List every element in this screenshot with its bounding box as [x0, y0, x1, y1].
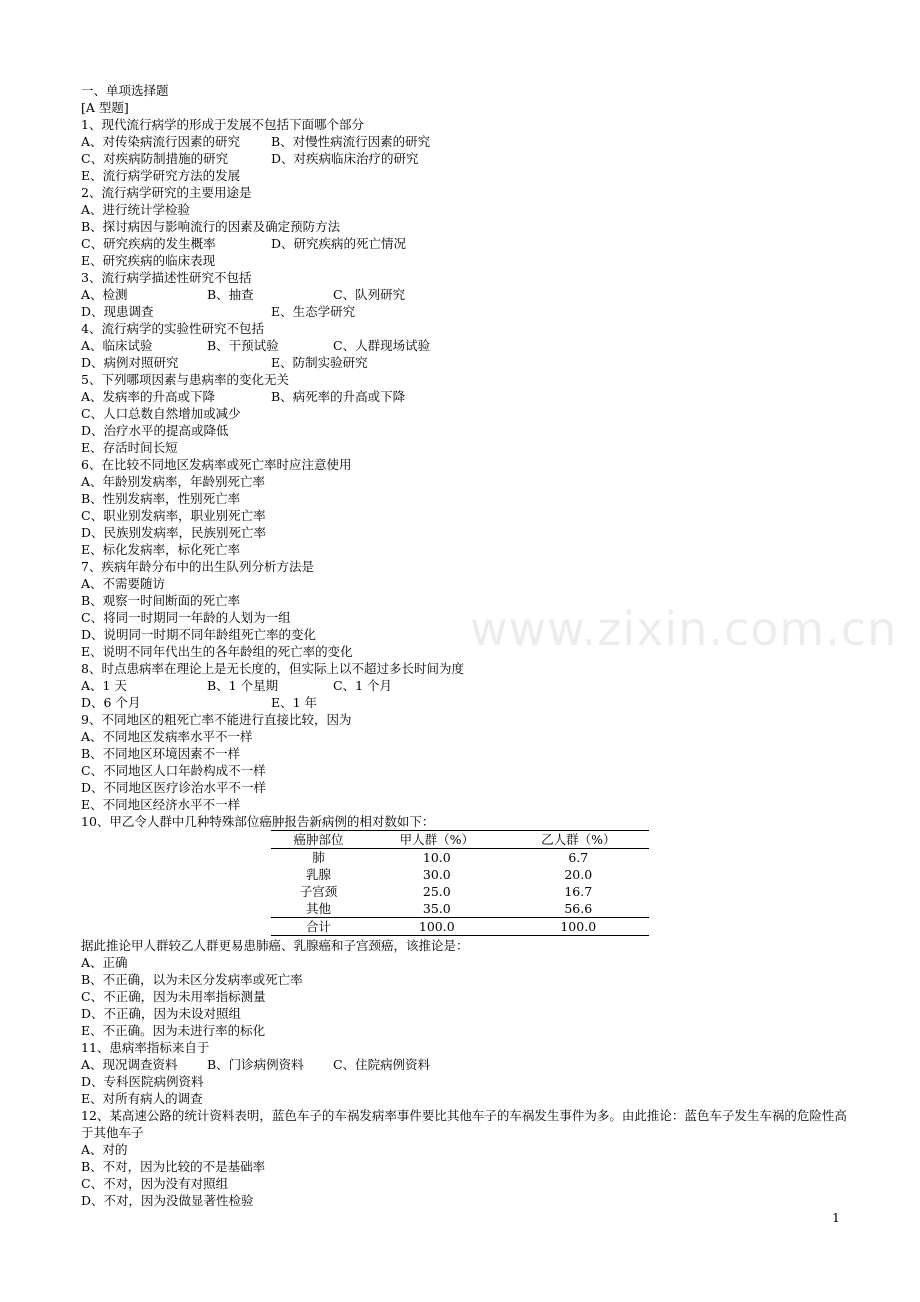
- answer-option: A、对的: [81, 1142, 128, 1157]
- answer-option: B、抽查: [207, 287, 254, 302]
- answer-option: E、对所有病人的调查: [81, 1091, 203, 1106]
- answer-option: C、人群现场试验: [333, 338, 431, 353]
- option-line: [81, 954, 851, 971]
- answer-option: A、不需要随访: [81, 576, 166, 591]
- answer-option: E、标化发病率，标化死亡率: [81, 542, 241, 557]
- answer-option: C、研究疾病的发生概率: [81, 236, 216, 251]
- option-line: [81, 694, 851, 711]
- answer-option: D、6 个月: [81, 695, 141, 710]
- answer-option: D、治疗水平的提高或降低: [81, 423, 229, 438]
- option-line: [81, 796, 851, 813]
- table-cell: 肺: [312, 849, 325, 865]
- answer-option: C、1 个月: [333, 678, 392, 693]
- option-line: [81, 405, 851, 422]
- answer-option: E、防制实验研究: [271, 355, 368, 370]
- option-line: [81, 609, 851, 626]
- option-line: [81, 1158, 851, 1175]
- option-line: [81, 677, 851, 694]
- answer-option: C、将同一时期同一年龄的人划为一组: [81, 610, 291, 625]
- answer-option: C、住院病例资料: [333, 1057, 431, 1072]
- option-line: [81, 592, 851, 609]
- answer-option: D、专科医院病例资料: [81, 1074, 204, 1089]
- question-type-label: [A 型题]: [81, 100, 129, 115]
- option-line: [81, 201, 851, 218]
- question-11-options: [81, 1056, 851, 1107]
- document-page: [81, 82, 851, 1209]
- answer-option: D、不同地区医疗诊治水平不一样: [81, 780, 267, 795]
- answer-option: B、对慢性病流行因素的研究: [271, 134, 431, 149]
- table-row: [271, 849, 649, 867]
- option-line: [81, 490, 851, 507]
- answer-option: B、观察一时间断面的死亡率: [81, 593, 241, 608]
- option-line: [81, 575, 851, 592]
- option-line: [81, 1005, 851, 1022]
- option-line: [81, 541, 851, 558]
- question-stem: 2、流行病学研究的主要用途是: [81, 185, 252, 200]
- option-line: [81, 626, 851, 643]
- table-cell: 35.0: [366, 900, 507, 918]
- option-line: [81, 218, 851, 235]
- option-line: [81, 728, 851, 745]
- answer-option: A、发病率的升高或下降: [81, 389, 216, 404]
- table-cell: 10.0: [422, 849, 451, 865]
- answer-option: A、对传染病流行因素的研究: [81, 134, 241, 149]
- table-cell: 20.0: [564, 866, 593, 882]
- answer-option: E、不同地区经济水平不一样: [81, 797, 241, 812]
- answer-option: E、1 年: [271, 695, 318, 710]
- question-stem: 5、下列哪项因素与患病率的变化无关: [81, 372, 289, 387]
- answer-option: B、探讨病因与影响流行的因素及确定预防方法: [81, 219, 341, 234]
- answer-option: B、干预试验: [207, 338, 279, 353]
- question-12-options: [81, 1141, 851, 1209]
- answer-option: E、不正确。因为未进行率的标化: [81, 1023, 266, 1038]
- table-cell: 100.0: [366, 918, 507, 936]
- question-list: [81, 116, 851, 813]
- answer-option: C、队列研究: [333, 287, 406, 302]
- option-line: [81, 235, 851, 252]
- question-stem: 4、流行病学的实验性研究不包括: [81, 321, 264, 336]
- table-cell: 30.0: [422, 866, 451, 882]
- answer-option: D、说明同一时期不同年龄组死亡率的变化: [81, 627, 317, 642]
- answer-option: B、性别发病率，性别死亡率: [81, 491, 241, 506]
- cancer-site-table: [271, 830, 649, 936]
- table-cell: 合计: [271, 918, 366, 936]
- answer-option: B、不同地区环境因素不一样: [81, 746, 241, 761]
- option-line: [81, 1022, 851, 1039]
- option-line: [81, 337, 851, 354]
- option-line: [81, 643, 851, 660]
- answer-option: B、门诊病例资料: [207, 1057, 304, 1072]
- table-cell: 6.7: [568, 849, 589, 865]
- option-line: [81, 524, 851, 541]
- option-line: [81, 988, 851, 1005]
- table-cell: 25.0: [422, 883, 451, 899]
- answer-option: B、病死率的升高或下降: [271, 389, 406, 404]
- question-stem: 8、时点患病率在理论上是无长度的，但实际上以不超过多长时间为度: [81, 661, 464, 676]
- table-cell: 16.7: [564, 883, 593, 899]
- answer-option: C、人口总数自然增加或减少: [81, 406, 241, 421]
- question-11-stem: 11、患病率指标来自于: [81, 1040, 210, 1055]
- table-header-row: [271, 831, 649, 849]
- table-cell: 100.0: [508, 918, 649, 936]
- option-line: [81, 745, 851, 762]
- option-line: [81, 473, 851, 490]
- watermark: www.zixin.com.cn: [470, 602, 898, 656]
- table-cell: 乳腺: [306, 866, 332, 882]
- question-stem: 3、流行病学描述性研究不包括: [81, 270, 252, 285]
- question-stem: 6、在比较不同地区发病率或死亡率时应注意使用: [81, 457, 352, 472]
- option-line: [81, 286, 851, 303]
- section-title: 一、单项选择题: [81, 83, 169, 98]
- table-cell: 子宫颈: [299, 883, 338, 899]
- question-10-stem: 10、甲乙令人群中几种特殊部位癌肿报告新病例的相对数如下：: [81, 814, 435, 829]
- question-stem: 1、现代流行病学的形成于发展不包括下面哪个部分: [81, 117, 364, 132]
- option-line: [81, 971, 851, 988]
- answer-option: C、对疾病防制措施的研究: [81, 151, 229, 166]
- question-10-followup: 据此推论甲人群较乙人群更易患肺癌、乳腺癌和子宫颈癌，该推论是：: [81, 938, 469, 953]
- answer-option: D、不正确，因为未设对照组: [81, 1006, 242, 1021]
- table-row: [271, 883, 649, 900]
- option-line: [81, 388, 851, 405]
- table-cell: 其他: [271, 900, 366, 918]
- answer-option: A、1 天: [81, 678, 127, 693]
- page-number: 1: [832, 1210, 840, 1225]
- table-row: [271, 866, 649, 883]
- header-site: 癌肿部位: [271, 831, 366, 849]
- option-line: [81, 1056, 851, 1073]
- answer-option: D、病例对照研究: [81, 355, 179, 370]
- answer-option: C、职业别发病率，职业别死亡率: [81, 508, 266, 523]
- answer-option: B、1 个星期: [207, 678, 279, 693]
- answer-option: E、研究疾病的临床表现: [81, 253, 216, 268]
- answer-option: E、存活时间长短: [81, 440, 178, 455]
- answer-option: A、进行统计学检验: [81, 202, 191, 217]
- answer-option: B、不正确，以为未区分发病率或死亡率: [81, 972, 303, 987]
- table-total-row: [271, 918, 649, 936]
- answer-option: D、民族别发病率，民族别死亡率: [81, 525, 267, 540]
- option-line: [81, 1141, 851, 1158]
- answer-option: E、说明不同年代出生的各年龄组的死亡率的变化: [81, 644, 353, 659]
- answer-option: C、不正确，因为未用率指标测量: [81, 989, 266, 1004]
- option-line: [81, 252, 851, 269]
- answer-option: D、现患调查: [81, 304, 154, 319]
- answer-option: C、不对，因为没有对照组: [81, 1176, 229, 1191]
- option-line: [81, 1175, 851, 1192]
- answer-option: D、研究疾病的死亡情况: [271, 236, 407, 251]
- question-stem: 9、不同地区的粗死亡率不能进行直接比较，因为: [81, 712, 352, 727]
- answer-option: A、检测: [81, 287, 128, 302]
- option-line: [81, 133, 851, 150]
- table-row: [271, 900, 649, 918]
- answer-option: D、不对，因为没做显著性检验: [81, 1193, 254, 1208]
- question-stem: 7、疾病年龄分布中的出生队列分析方法是: [81, 559, 314, 574]
- table-cell: 56.6: [508, 900, 649, 918]
- header-group-b: 乙人群（%）: [508, 831, 649, 849]
- answer-option: A、临床试验: [81, 338, 153, 353]
- option-line: [81, 422, 851, 439]
- option-line: [81, 167, 851, 184]
- header-group-a: 甲人群（%）: [366, 831, 507, 849]
- option-line: [81, 1073, 851, 1090]
- option-line: [81, 150, 851, 167]
- answer-option: D、对疾病临床治疗的研究: [271, 151, 419, 166]
- option-line: [81, 303, 851, 320]
- answer-option: A、正确: [81, 955, 128, 970]
- answer-option: E、生态学研究: [271, 304, 356, 319]
- answer-option: A、不同地区发病率水平不一样: [81, 729, 253, 744]
- option-line: [81, 1192, 851, 1209]
- answer-option: C、不同地区人口年龄构成不一样: [81, 763, 266, 778]
- answer-option: A、年龄别发病率，年龄别死亡率: [81, 474, 266, 489]
- answer-option: E、流行病学研究方法的发展: [81, 168, 241, 183]
- answer-option: A、现况调查资料: [81, 1057, 178, 1072]
- option-line: [81, 439, 851, 456]
- option-line: [81, 762, 851, 779]
- answer-option: B、不对，因为比较的不是基础率: [81, 1159, 266, 1174]
- option-line: [81, 354, 851, 371]
- option-line: [81, 507, 851, 524]
- question-12-stem: 12、某高速公路的统计资料表明，蓝色车子的车祸发病率事件要比其他车子的车祸发生事件为多。由此推论：蓝色车子发生车祸的危险性高于其他车子: [81, 1108, 847, 1140]
- option-line: [81, 1090, 851, 1107]
- question-10-options: [81, 954, 851, 1039]
- option-line: [81, 779, 851, 796]
